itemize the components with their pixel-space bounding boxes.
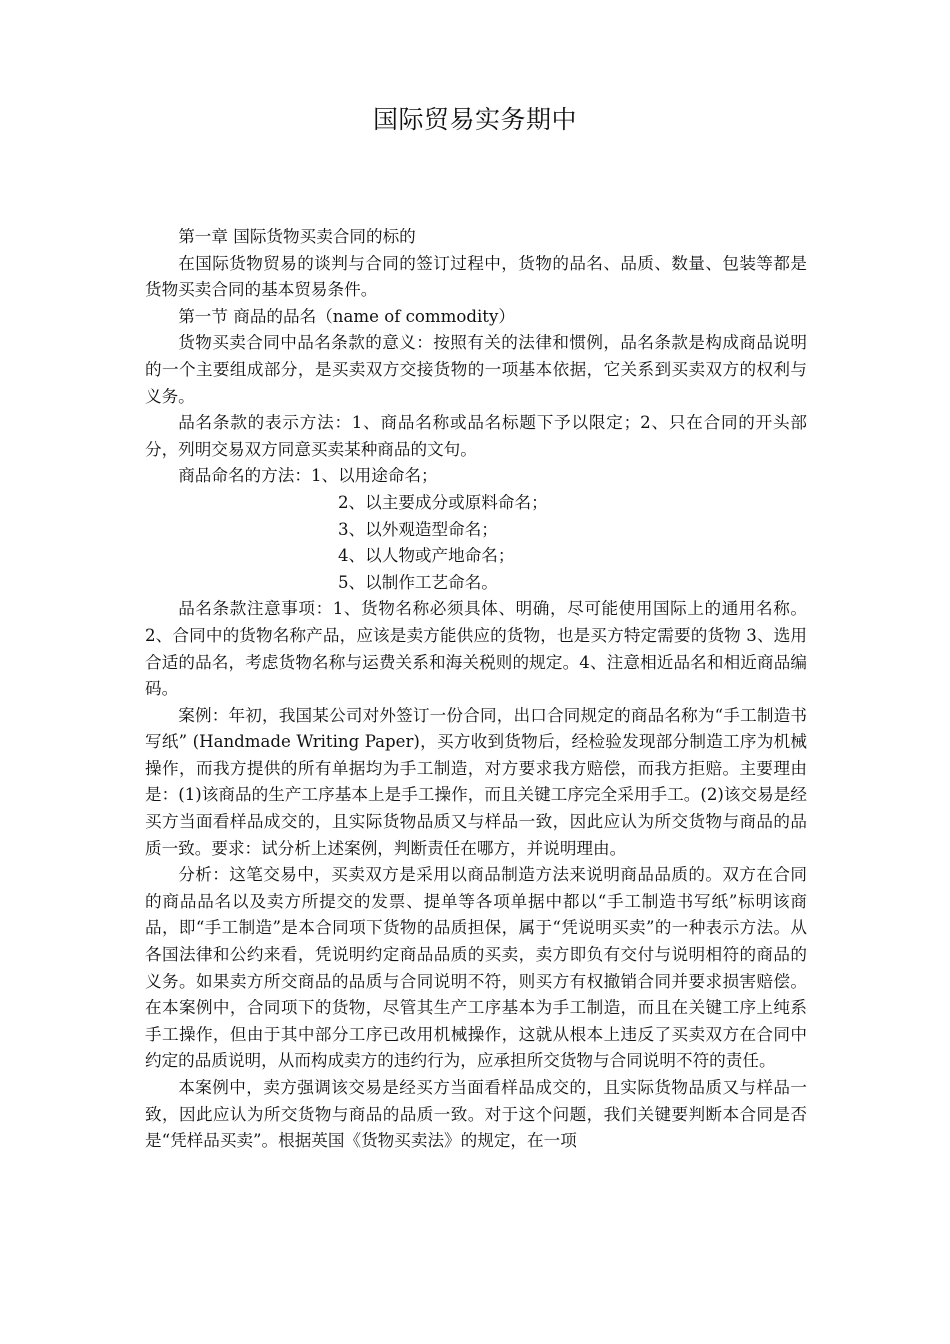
document-title: 国际贸易实务期中 xyxy=(372,105,577,134)
section-heading: 第一节 商品的品名（name of commodity） xyxy=(178,306,515,326)
naming-method-item: 4、以人物或产地命名； xyxy=(338,546,515,566)
analysis-paragraph: 分析：这笔交易中，买卖双方是采用以商品制造方法来说明商品品质的。双方在合同的商品品名以及卖方所提交的发票、提单等各项单据中都以“手工制造书写纸”标明该商品，即“手工制造”是本合同项下货物的品质担保，属于“凭说明买卖”的一种表示方法。从各国法律和公约来看，凭说明约定商品品质的买卖，卖方即负有交付与说明相符的商品的义务。如果卖方所交商品的品质与合同说明不符，则买方有权撤销合同并要求损害赔偿。在本案例中，合同项下的货物，尽管其生产工序基本为手工制造，而且在关键工序上纯系手工操作，但由于其中部分工序已改用机械操作，这就从根本上违反了买卖双方在合同中约定的品质说明，从而构成卖方的违约行为，应承担所交货物与合同说明不符的责任。 xyxy=(145,865,807,1071)
expression-methods-paragraph: 品名条款的表示方法：1、商品名称或品名标题下予以限定；2、只在合同的开头部分，列明交易双方同意买卖某种商品的文句。 xyxy=(145,413,807,459)
naming-method-item: 5、以制作工艺命名。 xyxy=(338,572,498,592)
naming-method-item: 1、以用途命名； xyxy=(310,466,438,486)
chapter-heading: 第一章 国际货物买卖合同的标的 xyxy=(178,227,416,246)
intro-paragraph: 在国际货物贸易的谈判与合同的签订过程中，货物的品名、品质、数量、包装等都是货物买卖合同的基本贸易条件。 xyxy=(145,253,807,300)
case-paragraph: 案例：年初，我国某公司对外签订一份合同，出口合同规定的商品名称为“手工制造书写纸” (Handmade Writing Paper)，买方收到货物后，经检验发现部分制造工序为机械操作，而我方提供的所有单据均为手工制造，对方要求我方赔偿，而我方拒赔。主要理由是：(1)该商品的生产工序基本上是手工操作，而且关键工序完全采用手工。(2)该交易是经买方当面看样品成交的，且实际货物品质又与样品一致，因此应认为所交货物与商品的品质一致。要求：试分析上述案例，判断责任在哪方，并说明理由。 xyxy=(145,705,807,858)
document-body xyxy=(145,224,807,1155)
naming-methods-first-line xyxy=(145,463,807,490)
continuation-paragraph: 本案例中，卖方强调该交易是经买方当面看样品成交的，且实际货物品质又与样品一致，因此应认为所交货物与商品的品质一致。对于这个问题，我们关键要判断本合同是否是“凭样品买卖”。根据英国《货物买卖法》的规定，在一项 xyxy=(145,1078,807,1151)
notes-paragraph: 品名条款注意事项：1、货物名称必须具体、明确，尽可能使用国际上的通用名称。2、合同中的货物名称产品，应该是卖方能供应的货物，也是买方特定需要的货物 3、选用合适的品名，考虑货物名称与运费关系和海关税则的规定。4、注意相近品名和相近商品编码。 xyxy=(145,599,807,699)
naming-method-item: 2、以主要成分或原料命名； xyxy=(338,492,548,512)
naming-methods-label: 商品命名的方法： xyxy=(178,466,311,486)
naming-method-item: 3、以外观造型命名； xyxy=(338,519,498,539)
significance-paragraph: 货物买卖合同中品名条款的意义：按照有关的法律和惯例，品名条款是构成商品说明的一个主要组成部分，是买卖双方交接货物的一项基本依据，它关系到买卖双方的权利与义务。 xyxy=(145,333,807,406)
